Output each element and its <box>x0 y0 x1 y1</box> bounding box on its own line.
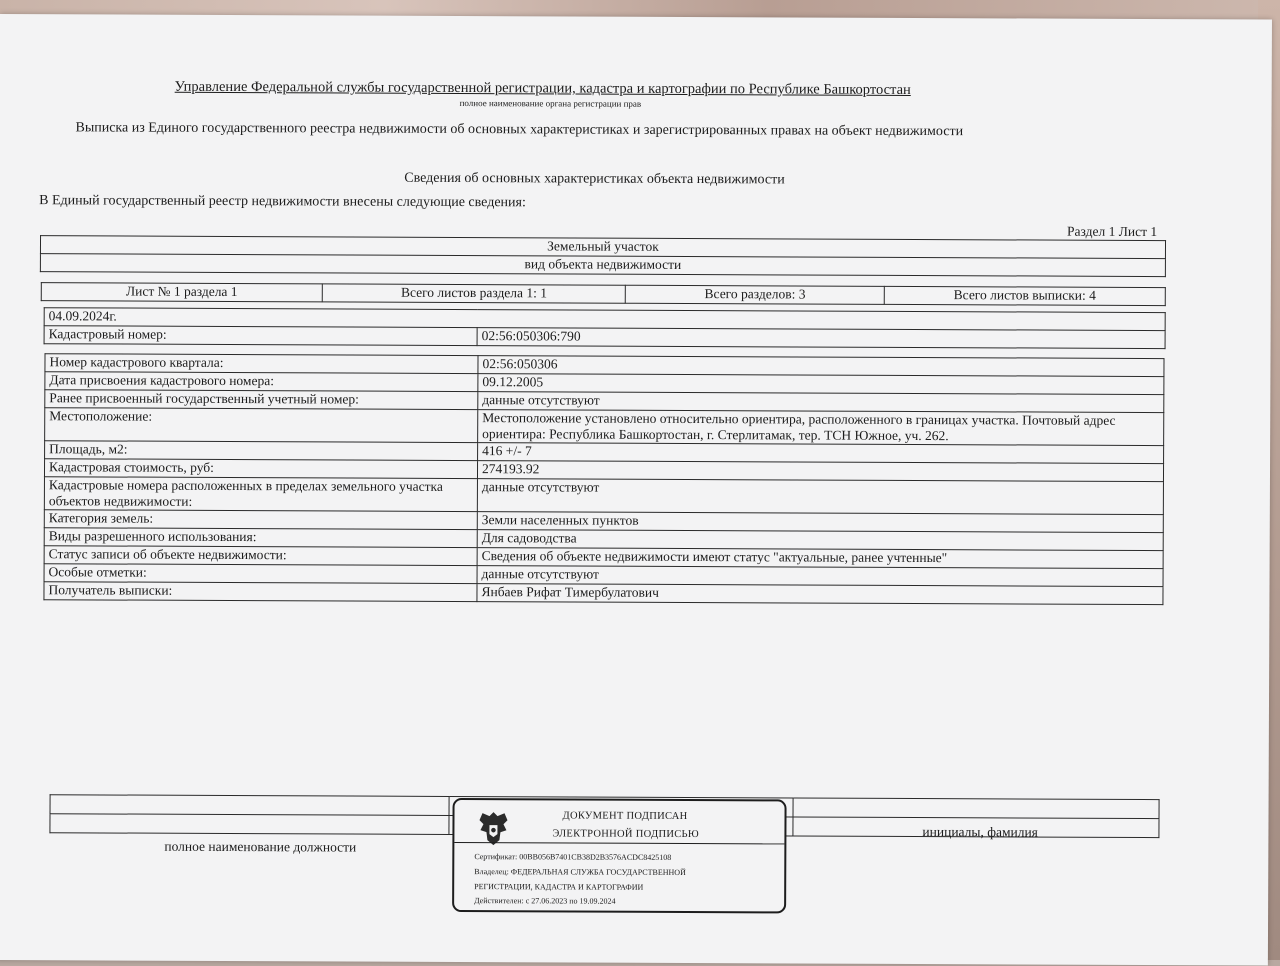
document-page <box>0 14 1272 966</box>
row-value: 416 +/- 7 <box>478 443 1164 464</box>
sheet-number: Лист № 1 раздела 1 <box>41 283 322 302</box>
row-label: Получатель выписки: <box>44 582 477 602</box>
table-row <box>44 582 1163 605</box>
row-label: Особые отметки: <box>44 564 477 584</box>
total-sections: Всего разделов: 3 <box>626 285 885 304</box>
position-cell <box>50 795 449 816</box>
row-value: 09.12.2005 <box>478 374 1164 395</box>
row-value: Сведения об объекте недвижимости имеют статус "актуальные, ранее учтенные" <box>477 548 1163 569</box>
cadastral-number-value: 02:56:050306:790 <box>477 328 1165 349</box>
table-row <box>44 477 1163 515</box>
row-label: Статус записи об объекте недвижимости: <box>44 546 477 566</box>
position-caption: полное наименование должности <box>164 838 357 855</box>
row-label: Площадь, м2: <box>45 441 478 461</box>
row-label: Ранее присвоенный государственный учетный номер: <box>45 390 478 410</box>
electronic-signature-stamp <box>452 798 786 913</box>
intro-text: В Единый государственный реестр недвижимости внесены следующие сведения: <box>39 193 526 211</box>
row-value: Местоположение установлено относительно ориентира, расположенного в границах участка. Почтовый адрес ориентира: Республика Башкортостан, г. Стерлитамак, тер. ТСН Южное, уч. 262. <box>478 410 1164 446</box>
cadastral-number-label: Кадастровый номер: <box>44 326 477 346</box>
section-title: Сведения об основных характеристиках объекта недвижимости <box>404 170 785 188</box>
row-value: 02:56:050306 <box>478 356 1164 377</box>
row-label: Виды разрешенного использования: <box>44 528 477 548</box>
record-header-table <box>44 307 1166 349</box>
stamp-title: ДОКУМЕНТ ПОДПИСАН <box>562 810 688 823</box>
organization-caption: полное наименование органа регистрации прав <box>459 98 642 109</box>
row-label: Категория земель: <box>44 510 477 530</box>
stamp-validity: Действителен: с 27.06.2023 по 19.09.2024 <box>474 896 616 906</box>
row-value: Земли населенных пунктов <box>477 512 1163 533</box>
name-cell <box>793 798 1159 819</box>
row-value: данные отсутствуют <box>477 566 1163 587</box>
row-label: Кадастровая стоимость, руб: <box>44 459 477 479</box>
extract-title: Выписка из Единого государственного реестра недвижимости об основных характеристиках и зарегистрированных правах на объект недвижимости <box>75 120 964 140</box>
row-label: Дата присвоения кадастрового номера: <box>45 372 478 392</box>
organization-name: Управление Федеральной службы государственной регистрации, кадастра и картографии по Республике Башкортостан <box>174 78 911 98</box>
total-section-sheets: Всего листов раздела 1: 1 <box>322 284 626 303</box>
sheet-info-table <box>41 282 1166 306</box>
row-value: 274193.92 <box>477 461 1163 482</box>
row-value: Янбаев Рифат Тимербулатович <box>477 584 1163 605</box>
total-extract-sheets: Всего листов выписки: 4 <box>884 286 1165 305</box>
record-date: 04.09.2024г. <box>44 308 1165 331</box>
row-label: Кадастровые номера расположенных в пределах земельного участка объектов недвижимости: <box>44 477 477 512</box>
characteristics-table <box>43 353 1164 605</box>
stamp-subtitle: ЭЛЕКТРОННОЙ ПОДПИСЬЮ <box>552 828 699 841</box>
row-value: данные отсутствуют <box>478 392 1164 413</box>
row-label: Номер кадастрового квартала: <box>45 354 478 374</box>
section-reference: Раздел 1 Лист 1 <box>1067 223 1158 240</box>
row-value: данные отсутствуют <box>477 479 1163 515</box>
stamp-certificate: Сертификат: 00BB056B7401CB38D2B3576ACDC8425108 <box>474 852 672 862</box>
row-label: Местоположение: <box>45 408 478 443</box>
object-type: Земельный участок <box>40 236 1165 259</box>
object-type-caption: вид объекта недвижимости <box>40 254 1165 277</box>
name-caption: инициалы, фамилия <box>922 824 1038 840</box>
table-row <box>45 408 1164 446</box>
object-type-table <box>40 235 1166 277</box>
position-line <box>50 814 449 835</box>
row-value: Для садоводства <box>477 530 1163 551</box>
stamp-owner-continued: РЕГИСТРАЦИИ, КАДАСТРА И КАРТОГРАФИИ <box>474 882 644 892</box>
stamp-owner: Владелец: ФЕДЕРАЛЬНАЯ СЛУЖБА ГОСУДАРСТВЕННОЙ <box>474 867 686 878</box>
